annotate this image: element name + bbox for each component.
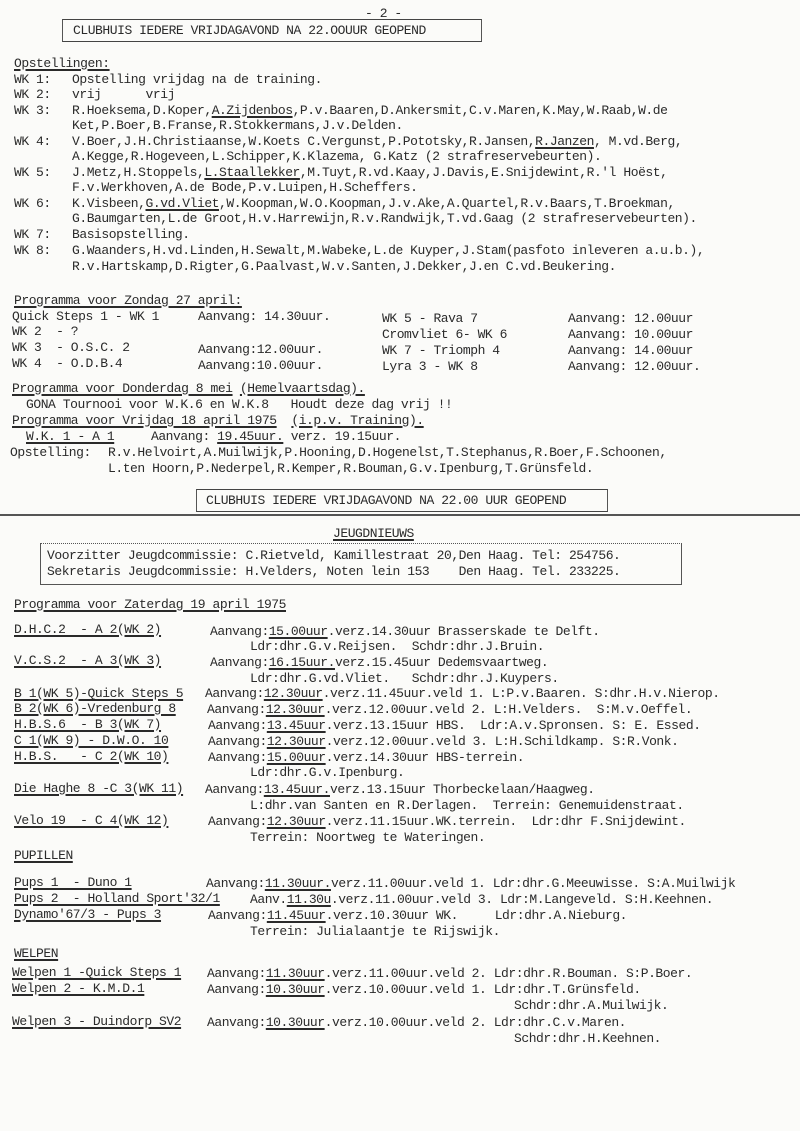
- lineup-line: Opstelling vrijdag na de training.: [72, 72, 322, 87]
- footer-banner-box: [196, 489, 608, 512]
- match-staff: Schdr:dhr.A.Muilwijk.: [514, 998, 669, 1013]
- vrijdag-title: Programma voor Vrijdag 18 april 1975: [12, 413, 277, 428]
- lineup-line: A.Kegge,R.Hogeveen,L.Schipper,K.Klazema, G.Katz (2 strafreservebeurten).: [72, 149, 602, 164]
- match-time: Aanvang: 14.00uur: [568, 343, 693, 358]
- aanvang-time: 11.30uur.: [264, 876, 331, 891]
- match: Quick Steps 1 - WK 1: [12, 309, 160, 324]
- team-label: WK 1:: [14, 72, 51, 87]
- lineup-line: vrij vrij: [72, 87, 175, 102]
- donderdag-title: Programma voor Donderdag 8 mei: [12, 381, 233, 396]
- match-rest: .verz.10.00uur.veld 1. Ldr:dhr.T.Grünsfeld.: [324, 982, 641, 997]
- aanvang-time: 11.30uur: [265, 966, 325, 981]
- aanvang-time: 15.00uur: [266, 750, 326, 765]
- match-rest: .verz.14.30uur HBS-terrein.: [325, 750, 525, 765]
- aanvang-label: Aanvang:: [208, 908, 267, 923]
- match-details: [208, 814, 686, 829]
- match: D.H.C.2 - A 2(WK 2): [14, 622, 162, 637]
- aanvang-label: Aanvang:: [205, 686, 264, 701]
- team-label: WK 4:: [14, 134, 51, 149]
- match-details: [206, 876, 735, 891]
- welpen-title: WELPEN: [14, 946, 59, 961]
- match-rest: .verz.11.00uur.veld 2. Ldr:dhr.R.Bouman. S:P.Boer.: [324, 966, 693, 981]
- match: Velo 19 - C 4(WK 12): [14, 813, 169, 828]
- match-staff: Ldr:dhr.G.v.Ipenburg.: [250, 765, 405, 780]
- opstellingen-title: Opstellingen:: [14, 56, 110, 71]
- lineup-line: G.Waanders,H.vd.Linden,H.Sewalt,M.Wabeke,L.de Kuyper,J.Stam(pasfoto inleveren a.u.b.),: [72, 243, 705, 258]
- match-details: [205, 686, 720, 701]
- match-details: [207, 982, 641, 997]
- match: B 2(WK 6)-Vredenburg 8: [14, 701, 176, 716]
- match: C 1(WK 9) - D.W.O. 10: [14, 733, 169, 748]
- lineup-line: L.ten Hoorn,P.Nederpel,R.Kemper,R.Bouman,G.v.Ipenburg,T.Grünsfeld.: [108, 461, 594, 476]
- team-label: WK 6:: [14, 196, 51, 211]
- lineup-line: R.v.Hartskamp,D.Rigter,G.Paalvast,W.v.Santen,J.Dekker,J.en C.vd.Beukering.: [72, 259, 616, 274]
- aanvang-label: Aanvang:: [150, 429, 210, 444]
- vrijdag-heading: [12, 413, 424, 428]
- match-details: [210, 655, 548, 670]
- match: Die Haghe 8 -C 3(WK 11): [14, 781, 184, 796]
- vrijdag-note: (i.p.v. Training).: [291, 413, 424, 428]
- match-rest: .verz.11.45uur.veld 1. L:P.v.Baaren. S:dhr.H.v.Nierop.: [322, 686, 720, 701]
- donderdag-line: GONA Tournooi voor W.K.6 en W.K.8 Houdt deze dag vrij !!: [26, 397, 453, 412]
- lineup-line: R.Hoeksema,D.Koper,A.Zijdenbos,P.v.Baaren,D.Ankersmit,C.v.Maren,K.May,W.Raab,W.de: [72, 103, 668, 118]
- lineup-line: G.Baumgarten,L.de Groot,H.v.Harrewijn,R.v.Randwijk,T.vd.Gaag (2 strafreservebeurten).: [72, 211, 697, 226]
- match-time: Aanvang: 12.00uur.: [568, 359, 701, 374]
- match-rest: verz.13.15uur Thorbeckelaan/Haagweg.: [329, 782, 595, 797]
- match-staff: Terrein: Noortweg te Wateringen.: [250, 830, 486, 845]
- team-label: WK 2:: [14, 87, 51, 102]
- aanvang-time: 12.30uur: [266, 814, 326, 829]
- contact-chair: Voorzitter Jeugdcommissie: C.Rietveld, Kamillestraat 20,Den Haag. Tel: 254756.: [47, 548, 621, 563]
- lineup-line: K.Visbeen,G.vd.Vliet,W.Koopman,W.O.Koopman,J.v.Ake,A.Quartel,R.v.Baars,T.Broekman,: [72, 196, 675, 211]
- aanvang-label: Aanvang:: [208, 734, 267, 749]
- section-divider: [0, 514, 800, 516]
- match-rest: verz.15.45uur Dedemsvaartweg.: [334, 655, 549, 670]
- aanvang-label: Aanvang:: [210, 624, 269, 639]
- aanvang-time: 12.30uur: [265, 702, 325, 717]
- vrijdag-match: W.K. 1 - A 1: [26, 429, 115, 444]
- match: H.B.S. - C 2(WK 10): [14, 749, 169, 764]
- aanvang-time: 10.30uur: [265, 1015, 325, 1030]
- match-details: [207, 702, 692, 717]
- lineup-line: V.Boer,J.H.Christiaanse,W.Koets C.Vergunst,P.Pototsky,R.Jansen,R.Janzen, M.vd.Berg,: [72, 134, 683, 149]
- jeugd-title: JEUGDNIEUWS: [333, 526, 414, 541]
- page-number: - 2 -: [365, 6, 402, 21]
- match-staff: Schdr:dhr.H.Keehnen.: [514, 1031, 662, 1046]
- match: Lyra 3 - WK 8: [382, 359, 478, 374]
- contact-secretary: Sekretaris Jeugdcommissie: H.Velders, Noten lein 153 Den Haag. Tel. 233225.: [47, 564, 621, 579]
- lineup-line: Ket,P.Boer,B.Franse,R.Stokkermans,J.v.Delden.: [72, 118, 403, 133]
- match-time: Aanvang:10.00uur.: [198, 358, 323, 373]
- match-staff: L:dhr.van Santen en R.Derlagen. Terrein: Genemuidenstraat.: [250, 798, 684, 813]
- aanvang-label: Aanvang:: [206, 876, 265, 891]
- match-time: Aanvang: 14.30uur.: [198, 309, 331, 324]
- match: WK 7 - Triomph 4: [382, 343, 500, 358]
- header-banner: CLUBHUIS IEDERE VRIJDAGAVOND NA 22.OOUUR GEOPEND: [73, 23, 426, 38]
- aanvang-label: Aanvang:: [208, 814, 267, 829]
- match-rest: .verz.13.15uur HBS. Ldr:A.v.Spronsen. S: E. Essed.: [325, 718, 701, 733]
- match: WK 4 - O.D.B.4: [12, 356, 123, 371]
- aanvang-time: 19.45uur.: [217, 429, 284, 444]
- donderdag-heading: [12, 381, 365, 396]
- match: WK 5 - Rava 7: [382, 311, 478, 326]
- match: WK 2 - ?: [12, 324, 79, 339]
- aanvang-label: Aanvang:: [208, 750, 267, 765]
- match: V.C.S.2 - A 3(WK 3): [14, 653, 162, 668]
- match-rest: .verz.11.15uur.WK.terrein. Ldr:dhr F.Snijdewint.: [325, 814, 686, 829]
- match-details: [208, 718, 701, 733]
- match-rest: .verz.10.30uur WK. Ldr:dhr.A.Nieburg.: [325, 908, 628, 923]
- match-rest: .verz.12.00uur.veld 2. L:H.Velders. S:M.v.Oeffel.: [324, 702, 693, 717]
- aanvang-label: Aanvang:: [207, 982, 266, 997]
- aanvang-time: 11.45uur: [266, 908, 326, 923]
- match: Cromvliet 6- WK 6: [382, 327, 507, 342]
- match: B 1(WK 5)-Quick Steps 5: [14, 686, 184, 701]
- match-time: Aanvang: 12.00uur: [568, 311, 693, 326]
- aanvang-label: Aanvang:: [205, 782, 264, 797]
- header-banner-box: [62, 19, 482, 42]
- match-staff: Ldr:dhr.G.vd.Vliet. Schdr:dhr.J.Kuypers.: [250, 671, 559, 686]
- match-details: [210, 624, 600, 639]
- match-details: [208, 734, 679, 749]
- team-label: WK 3:: [14, 103, 51, 118]
- aanvang-time: 13.45uur.: [263, 782, 330, 797]
- aanvang-label: Aanv.: [250, 892, 287, 907]
- donderdag-subtitle: (Hemelvaartsdag).: [239, 381, 365, 396]
- aanvang-time: 10.30uur: [265, 982, 325, 997]
- match-details: [208, 750, 524, 765]
- lineup-line: Basisopstelling.: [72, 227, 190, 242]
- pupillen-title: PUPILLEN: [14, 848, 73, 863]
- match: Dynamo'67/3 - Pups 3: [14, 907, 162, 922]
- lineup-line: J.Metz,H.Stoppels,L.Staallekker,M.Tuyt,R.vd.Kaay,J.Davis,E.Snijdewint,R.'l Hoëst,: [72, 165, 668, 180]
- lineup-line: F.v.Werkhoven,A.de Bode,P.v.Luipen,H.Scheffers.: [72, 180, 418, 195]
- match-details: [207, 966, 692, 981]
- aanvang-time: 11.30u: [286, 892, 331, 907]
- lineup-line: R.v.Helvoirt,A.Muilwijk,P.Hooning,D.Hogenelst,T.Stephanus,R.Boer,F.Schoonen,: [108, 445, 667, 460]
- aanvang-label: Aanvang:: [208, 718, 267, 733]
- match: Welpen 3 - Duindorp SV2: [12, 1014, 182, 1029]
- footer-banner: CLUBHUIS IEDERE VRIJDAGAVOND NA 22.00 UUR GEOPEND: [206, 493, 567, 508]
- aanvang-label: Aanvang:: [207, 702, 266, 717]
- match-time: Aanvang:12.00uur.: [198, 342, 323, 357]
- match-rest: .verz.12.00uur.veld 3. L:H.Schildkamp. S:R.Vonk.: [325, 734, 679, 749]
- jeugd-contacts-box: [40, 543, 682, 585]
- aanvang-time: 12.30uur: [266, 734, 326, 749]
- aanvang-time: 15.00uur: [268, 624, 328, 639]
- match-staff: Ldr:dhr.G.v.Reijsen. Schdr:dhr.J.Bruin.: [250, 639, 545, 654]
- aanvang-time: 16.15uur.: [268, 655, 335, 670]
- match-staff: Terrein: Julialaantje te Rijswijk.: [250, 924, 500, 939]
- team-label: WK 8:: [14, 243, 51, 258]
- match-time: Aanvang: 10.00uur: [568, 327, 693, 342]
- match-rest: .verz.14.30uur Brasserskade te Delft.: [327, 624, 600, 639]
- match-details: [207, 1015, 626, 1030]
- match: WK 3 - O.S.C. 2: [12, 340, 130, 355]
- match-details: [205, 782, 595, 797]
- zondag-title: Programma voor Zondag 27 april:: [14, 293, 242, 308]
- vrijdag-opstelling-label: Opstelling:: [10, 445, 91, 460]
- match-rest: .verz.11.00uur.veld 3. Ldr:M.Langeveld. S:H.Keehnen.: [330, 892, 714, 907]
- aanvang-label: Aanvang:: [210, 655, 269, 670]
- zaterdag-title: Programma voor Zaterdag 19 april 1975: [14, 597, 286, 612]
- match-details: [208, 908, 627, 923]
- aanvang-label: Aanvang:: [207, 966, 266, 981]
- team-label: WK 7:: [14, 227, 51, 242]
- match: Pups 2 - Holland Sport'32/1: [14, 891, 220, 906]
- match-details: [250, 892, 713, 907]
- match-rest: .verz.10.00uur.veld 2. Ldr:dhr.C.v.Maren.: [324, 1015, 627, 1030]
- match: H.B.S.6 - B 3(WK 7): [14, 717, 162, 732]
- vrijdag-match-line: [26, 429, 401, 444]
- match: Pups 1 - Duno 1: [14, 875, 132, 890]
- aanvang-time: 12.30uur: [263, 686, 323, 701]
- match: Welpen 1 -Quick Steps 1: [12, 965, 182, 980]
- verzamel-time: verz. 19.15uur.: [290, 429, 401, 444]
- aanvang-label: Aanvang:: [207, 1015, 266, 1030]
- aanvang-time: 13.45uur: [266, 718, 326, 733]
- match-rest: verz.11.00uur.veld 1. Ldr:dhr.G.Meeuwisse. S:A.Muilwijk: [330, 876, 736, 891]
- team-label: WK 5:: [14, 165, 51, 180]
- match: Welpen 2 - K.M.D.1: [12, 981, 145, 996]
